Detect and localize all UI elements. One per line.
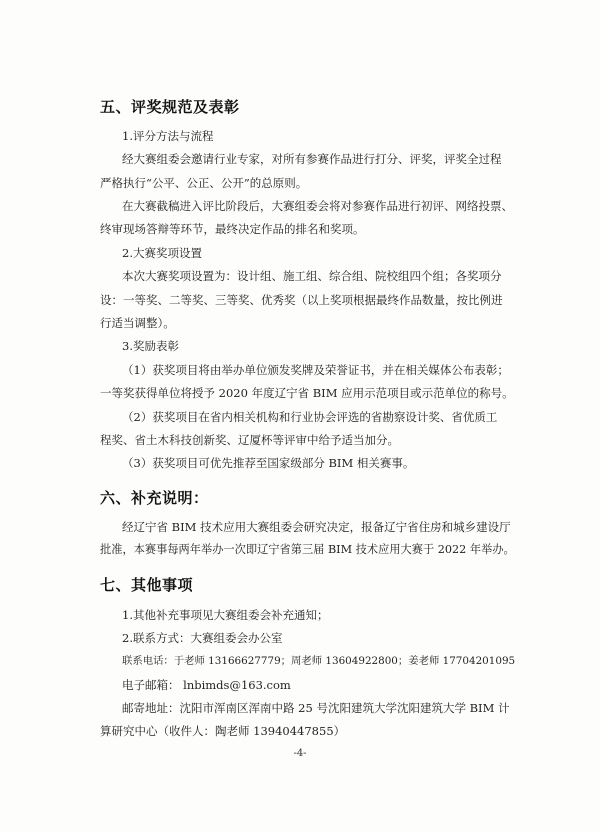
section-7-address-line1: 邮寄地址：沈阳市浑南区浑南中路 25 号沈阳建筑大学沈阳建筑大学 BIM 计 xyxy=(122,701,510,715)
section-7-title: 七、其他事项 xyxy=(100,576,194,594)
section-5-item2-line2: 程奖、省土木科技创新奖、辽厦杯等评审中给予适当加分。 xyxy=(100,433,399,447)
section-6-line1: 经辽宁省 BIM 技术应用大赛组委会研究决定，报备辽宁省住房和城乡建设厅 xyxy=(122,520,511,534)
section-5-item1-line1: （1）获奖项目将由举办单位颁发奖牌及荣誉证书，并在相关媒体公布表彰； xyxy=(122,363,509,377)
section-7-address-line2: 算研究中心（收件人：陶老师 13940447855） xyxy=(100,724,346,738)
section-7-email-line: 电子邮箱： lnbimds@163.com xyxy=(122,678,291,692)
section-7-phone-line: 联系电话：于老师 13166627779；周老师 13604922800；姜老师 17704201095 xyxy=(122,655,516,667)
section-7-line1: 1.其他补充事项见大赛组委会补充通知； xyxy=(122,608,329,622)
section-7-line2: 2.联系方式：大赛组委会办公室 xyxy=(122,631,283,645)
section-5-sub2-line3: 行适当调整）。 xyxy=(100,316,175,330)
section-6-title: 六、补充说明： xyxy=(100,489,209,507)
section-5-sub2-title: 2.大赛奖项设置 xyxy=(122,246,202,260)
section-5-sub3-title: 3.奖励表彰 xyxy=(122,339,179,353)
section-5-sub1-title: 1.评分方法与流程 xyxy=(122,129,214,143)
section-5-sub2-line1: 本次大赛奖项设置为：设计组、施工组、综合组、院校组四个组；各奖项分 xyxy=(122,269,502,283)
section-5-sub1-para1-line2: 严格执行“公平、公正、公开”的总原则。 xyxy=(100,176,308,190)
section-5-item2-line1: （2）获奖项目在省内相关机构和行业协会评选的省勘察设计奖、省优质工 xyxy=(122,410,498,424)
section-5-sub1-para2-line2: 终审现场答辩等环节，最终决定作品的排名和奖项。 xyxy=(100,222,365,236)
section-5-item1-line2: 一等奖获得单位将授予 2020 年度辽宁省 BIM 应用示范项目或示范单位的称号。 xyxy=(100,386,514,400)
section-5-item3-line1: （3）获奖项目可优先推荐至国家级部分 BIM 相关赛事。 xyxy=(122,456,415,470)
section-5-sub1-para1-line1: 经大赛组委会邀请行业专家，对所有参赛作品进行打分、评奖，评奖全过程 xyxy=(122,152,502,166)
section-5-title: 五、评奖规范及表彰 xyxy=(100,98,240,116)
page-number: -4- xyxy=(293,748,307,759)
section-5-sub1-para2-line1: 在大赛截稿进入评比阶段后，大赛组委会将对参赛作品进行初评、网络投票、 xyxy=(122,199,513,213)
section-5-sub2-line2: 设：一等奖、二等奖、三等奖、优秀奖（以上奖项根据最终作品数量，按比例进 xyxy=(100,293,503,307)
section-6-line2: 批准，本赛事每两年举办一次即辽宁省第三届 BIM 技术应用大赛于 2022 年举办。 xyxy=(100,543,515,556)
